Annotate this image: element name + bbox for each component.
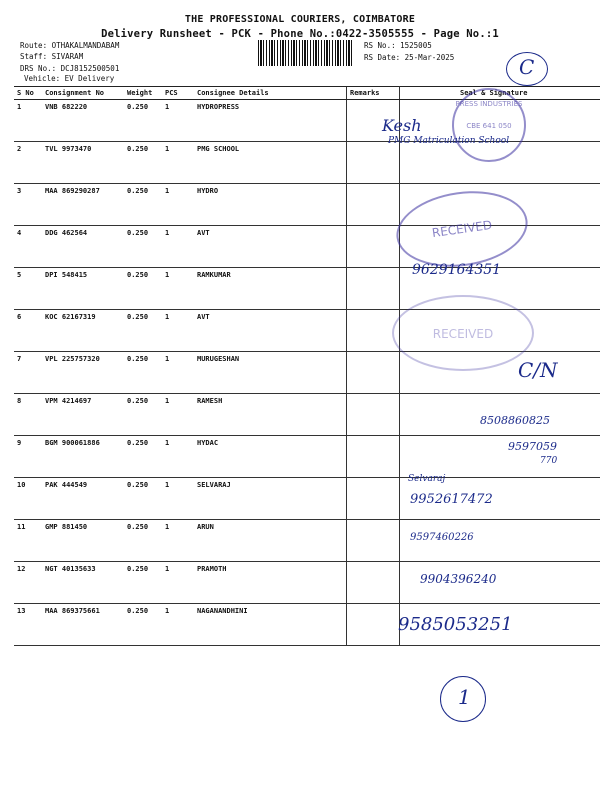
stamp1-code: CBE 641 050 xyxy=(466,122,512,130)
drs-line xyxy=(20,64,119,73)
col-remarks: Remarks xyxy=(347,87,400,100)
cell-pcs: 1 xyxy=(162,478,194,520)
cell-weight: 0.250 xyxy=(124,352,162,394)
cell-consignment: NGT 40135633 xyxy=(42,562,124,604)
table-row xyxy=(14,478,600,520)
cell-remarks xyxy=(347,562,400,604)
bottom-mark-text: 1 xyxy=(458,685,471,709)
staff-label: Staff: xyxy=(20,52,48,61)
cell-weight: 0.250 xyxy=(124,562,162,604)
corner-mark-circle xyxy=(506,52,548,86)
cell-pcs: 1 xyxy=(162,520,194,562)
cell-consignment: VPM 4214697 xyxy=(42,394,124,436)
cell-consignee: PMG SCHOOL xyxy=(194,142,347,184)
cell-sno: 4 xyxy=(14,226,42,268)
bottom-mark-circle xyxy=(440,676,486,722)
cell-consignee: RAMESH xyxy=(194,394,347,436)
col-weight: Weight xyxy=(124,87,162,100)
cell-consignment: MAA 869290287 xyxy=(42,184,124,226)
cell-weight: 0.250 xyxy=(124,310,162,352)
cell-weight: 0.250 xyxy=(124,604,162,646)
cell-consignee: AVT xyxy=(194,310,347,352)
cell-pcs: 1 xyxy=(162,604,194,646)
cell-sno: 6 xyxy=(14,310,42,352)
cell-pcs: 1 xyxy=(162,562,194,604)
cell-remarks xyxy=(347,604,400,646)
cell-weight: 0.250 xyxy=(124,100,162,142)
received-stamp-2 xyxy=(392,295,534,371)
company-title: THE PROFESSIONAL COURIERS, COIMBATORE xyxy=(184,14,416,25)
cell-sno: 2 xyxy=(14,142,42,184)
staff-line xyxy=(20,52,83,61)
vehicle-line xyxy=(24,74,114,83)
cell-remarks xyxy=(347,352,400,394)
cell-sno: 3 xyxy=(14,184,42,226)
cell-sno: 7 xyxy=(14,352,42,394)
route-label: Route: xyxy=(20,41,48,50)
cell-weight: 0.250 xyxy=(124,268,162,310)
cell-remarks xyxy=(347,478,400,520)
row10-phone: 9952617472 xyxy=(410,492,493,507)
cell-pcs: 1 xyxy=(162,394,194,436)
cell-remarks xyxy=(347,184,400,226)
col-seal-signature: Seal & Signature xyxy=(400,87,600,100)
col-pcs: PCS xyxy=(162,87,194,100)
row2-school-text: PMG Matriculation School xyxy=(388,136,510,146)
cell-sno: 13 xyxy=(14,604,42,646)
cell-pcs: 1 xyxy=(162,184,194,226)
route-value: OTHAKALMANDABAM xyxy=(51,41,120,50)
cell-consignment: KOC 62167319 xyxy=(42,310,124,352)
row12-phone: 9904396240 xyxy=(420,572,497,586)
cell-weight: 0.250 xyxy=(124,394,162,436)
stamp2-text: RECEIVED xyxy=(431,217,493,241)
cell-weight: 0.250 xyxy=(124,184,162,226)
cell-pcs: 1 xyxy=(162,226,194,268)
cell-remarks xyxy=(347,142,400,184)
cell-pcs: 1 xyxy=(162,436,194,478)
cell-pcs: 1 xyxy=(162,310,194,352)
route-line xyxy=(20,41,119,50)
row9-extra: 770 xyxy=(540,456,558,466)
cell-sno: 8 xyxy=(14,394,42,436)
cell-consignment: DDG 462564 xyxy=(42,226,124,268)
rs-date-line xyxy=(364,53,454,62)
cell-sno: 12 xyxy=(14,562,42,604)
barcode xyxy=(258,40,354,66)
stamp1-text: PRESS INDUSTRIES xyxy=(455,100,523,108)
runsheet-table xyxy=(14,86,600,646)
row11-phone: 9597460226 xyxy=(410,532,474,543)
cell-consignee: MURUGESHAN xyxy=(194,352,347,394)
table-row xyxy=(14,268,600,310)
cell-consignment: MAA 869375661 xyxy=(42,604,124,646)
cell-consignee: HYDROPRESS xyxy=(194,100,347,142)
table-row xyxy=(14,520,600,562)
staff-value: SIVARAM xyxy=(51,52,84,61)
cell-sno: 9 xyxy=(14,436,42,478)
rs-date-value: 25-Mar-2025 xyxy=(404,53,455,62)
cell-sno: 11 xyxy=(14,520,42,562)
cell-consignee: NAGANANDHINI xyxy=(194,604,347,646)
col-sno: S No xyxy=(14,87,42,100)
cell-weight: 0.250 xyxy=(124,226,162,268)
cell-consignee: SELVARAJ xyxy=(194,478,347,520)
cell-seal-signature xyxy=(400,436,600,478)
row8-phone: 8508860825 xyxy=(480,414,550,427)
vehicle-label: Vehicle: xyxy=(24,74,61,83)
cell-weight: 0.250 xyxy=(124,478,162,520)
col-consignment: Consignment No xyxy=(42,87,124,100)
cell-pcs: 1 xyxy=(162,268,194,310)
col-consignee: Consignee Details xyxy=(194,87,347,100)
cell-remarks xyxy=(347,520,400,562)
cell-consignee: RAMKUMAR xyxy=(194,268,347,310)
cell-weight: 0.250 xyxy=(124,436,162,478)
cell-sno: 1 xyxy=(14,100,42,142)
cell-pcs: 1 xyxy=(162,352,194,394)
cell-weight: 0.250 xyxy=(124,142,162,184)
drs-label: DRS No.: xyxy=(20,64,57,73)
table-row xyxy=(14,562,600,604)
rs-date-label: RS Date: xyxy=(364,53,401,62)
cell-sno: 5 xyxy=(14,268,42,310)
rs-no-value: 1525005 xyxy=(400,41,432,50)
cell-consignment: TVL 9973470 xyxy=(42,142,124,184)
cell-consignment: VPL 225757320 xyxy=(42,352,124,394)
row7-note: C/N xyxy=(518,358,558,382)
corner-mark-text: C xyxy=(519,55,535,79)
row10-name: Selvaraj xyxy=(408,474,446,484)
cell-consignee: HYDAC xyxy=(194,436,347,478)
cell-consignee: AVT xyxy=(194,226,347,268)
rs-no-line xyxy=(364,41,432,50)
cell-consignment: BGM 900061886 xyxy=(42,436,124,478)
cell-remarks xyxy=(347,268,400,310)
cell-remarks xyxy=(347,226,400,268)
row1-signature: Kesh xyxy=(382,116,422,135)
cell-consignee: ARUN xyxy=(194,520,347,562)
cell-pcs: 1 xyxy=(162,142,194,184)
drs-value: DCJ8152500501 xyxy=(60,64,120,73)
cell-consignment: PAK 444549 xyxy=(42,478,124,520)
cell-consignment: DPI 548415 xyxy=(42,268,124,310)
cell-consignee: PRAMOTH xyxy=(194,562,347,604)
stamp3-text: RECEIVED xyxy=(432,327,494,341)
cell-sno: 10 xyxy=(14,478,42,520)
row5-phone: 9629164351 xyxy=(412,262,502,278)
row9-phone: 9597059 xyxy=(508,440,557,453)
cell-consignment: VNB 682220 xyxy=(42,100,124,142)
company-seal-stamp xyxy=(452,88,526,162)
cell-consignee: HYDRO xyxy=(194,184,347,226)
cell-remarks xyxy=(347,394,400,436)
vehicle-value: EV Delivery xyxy=(64,74,115,83)
cell-weight: 0.250 xyxy=(124,520,162,562)
rs-no-label: RS No.: xyxy=(364,41,396,50)
runsheet-subtitle: Delivery Runsheet - PCK - Phone No.:0422-3505555 - Page No.:1 xyxy=(101,28,499,40)
cell-remarks xyxy=(347,436,400,478)
cell-pcs: 1 xyxy=(162,100,194,142)
cell-consignment: GMP 881450 xyxy=(42,520,124,562)
row13-phone: 9585053251 xyxy=(398,614,513,635)
